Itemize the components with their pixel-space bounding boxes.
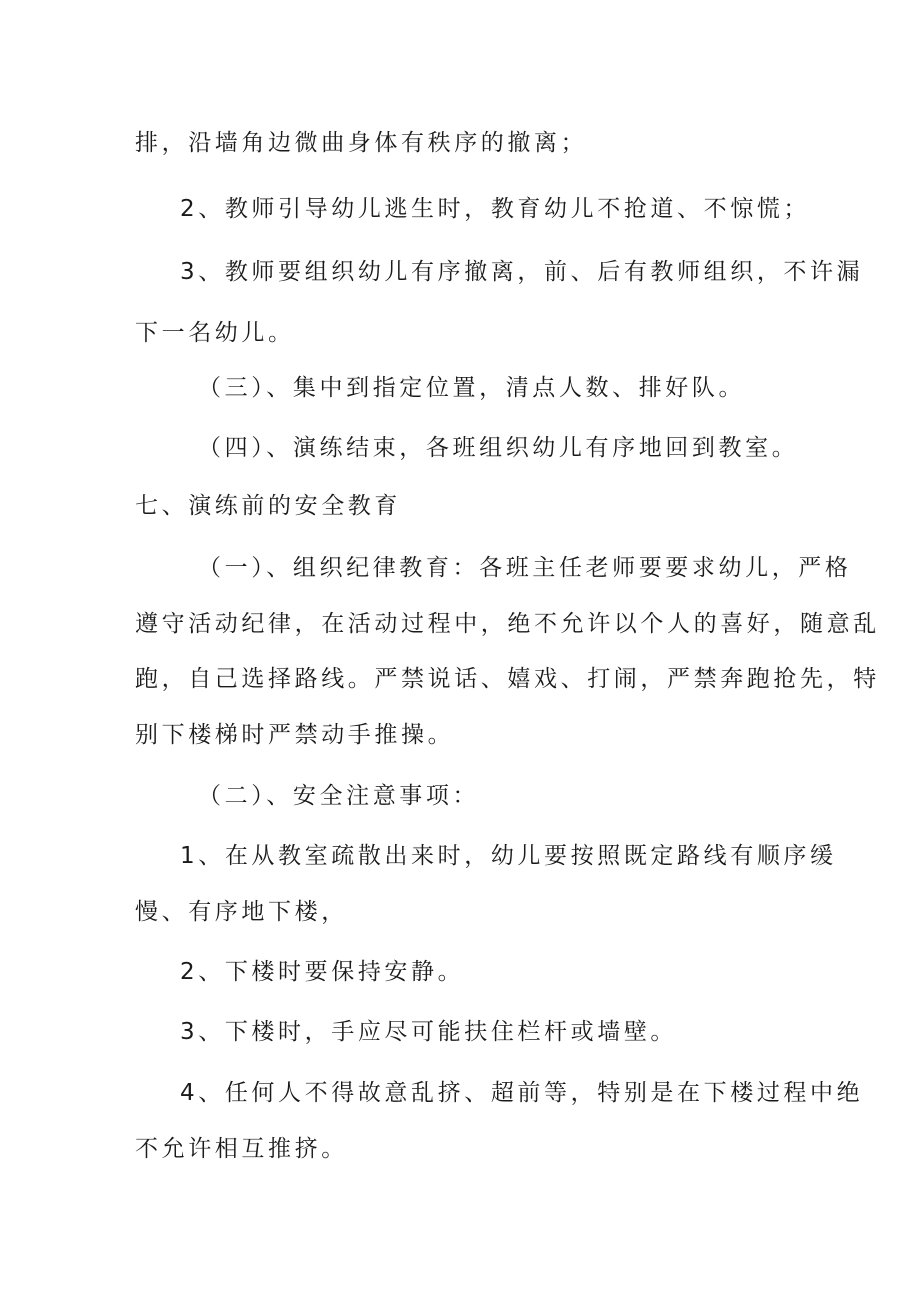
text-line-14: 慢、有序地下楼，	[135, 899, 348, 925]
text-line-13: 1、在从教室疏散出来时，幼儿要按照既定路线有顺序缓	[180, 843, 837, 869]
text-line-3: 3、教师要组织幼儿有序撤离，前、后有教师组织，不许漏	[180, 259, 864, 285]
text-line-1: 排，沿墙角边微曲身体有秩序的撤离；	[135, 130, 588, 156]
text-line-7: 七、演练前的安全教育	[135, 493, 401, 519]
text-line-17: 4、任何人不得故意乱挤、超前等，特别是在下楼过程中绝	[180, 1080, 864, 1106]
text-line-18: 不允许相互推挤。	[135, 1136, 348, 1162]
text-line-5: （三）、集中到指定位置，清点人数、排好队。	[198, 375, 746, 401]
text-line-6: （四）、演练结束，各班组织幼儿有序地回到教室。	[198, 435, 799, 461]
text-line-10: 跑，自己选择路线。严禁说话、嬉戏、打闹，严禁奔跑抢先，特	[135, 666, 880, 692]
text-line-12: （二）、安全注意事项：	[198, 783, 480, 809]
text-line-16: 3、下楼时，手应尽可能扶住栏杆或墙壁。	[180, 1019, 678, 1045]
text-line-15: 2、下楼时要保持安静。	[180, 959, 465, 985]
text-line-11: 别下楼梯时严禁动手推操。	[135, 722, 455, 748]
text-line-9: 遵守活动纪律，在活动过程中，绝不允许以个人的喜好，随意乱	[135, 611, 880, 637]
text-line-2: 2、教师引导幼儿逃生时，教育幼儿不抢道、不惊慌；	[180, 196, 811, 222]
text-line-4: 下一名幼儿。	[135, 320, 295, 346]
text-line-8: （一）、组织纪律教育：各班主任老师要要求幼儿，严格	[198, 555, 852, 581]
